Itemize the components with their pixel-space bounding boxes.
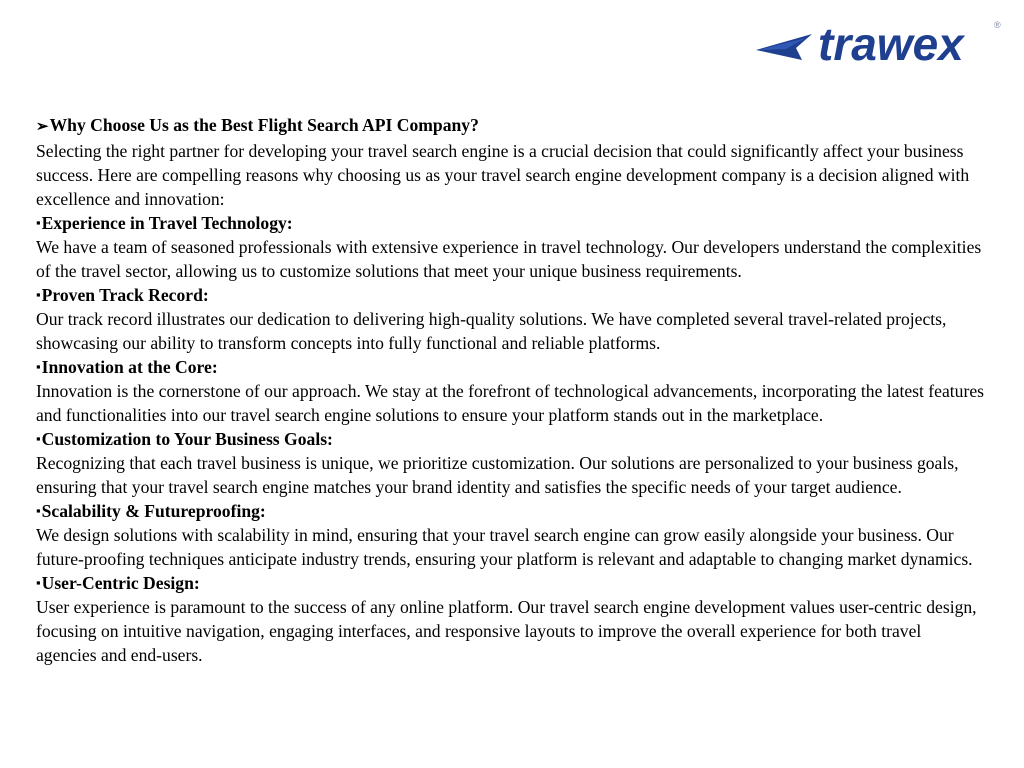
section-heading	[36, 283, 986, 307]
section-body-user-centric: User experience is paramount to the success of any online platform. Our travel search engine development values user-centric design, focusing on intuitive navigation, engaging interfaces, and responsive layouts to improve the overall experience for both travel agencies and end-users.	[36, 597, 977, 665]
section-title-customization: Customization to Your Business Goals:	[41, 429, 333, 449]
arrow-bullet-icon: ➢	[36, 119, 49, 135]
intro-title: Why Choose Us as the Best Flight Search API Company?	[49, 115, 479, 135]
section-body-scalability: We design solutions with scalability in mind, ensuring that your travel search engine can grow easily alongside your business. Our future-proofing techniques anticipate industry trends, ensuring your platform is relevant and adaptable to changing market dynamics.	[36, 525, 973, 569]
section-title-scalability: Scalability & Futureproofing:	[41, 501, 266, 521]
section-heading	[36, 499, 986, 523]
section-title-innovation: Innovation at the Core:	[41, 357, 218, 377]
logo-graphic	[756, 16, 1006, 68]
section-heading	[36, 571, 986, 595]
section-heading	[36, 355, 986, 379]
section-title-experience: Experience in Travel Technology:	[41, 213, 293, 233]
main-content	[36, 113, 986, 667]
logo-wordmark: trawex	[818, 18, 964, 68]
intro-heading	[36, 113, 986, 139]
section-body-track-record: Our track record illustrates our dedication to delivering high-quality solutions. We have completed several travel-related projects, showcasing our ability to transform concepts into fully functional and reliable platforms.	[36, 309, 947, 353]
section-body-customization: Recognizing that each travel business is unique, we prioritize customization. Our solutions are personalized to your business goals, ensuring that your travel search engine matches your brand identity and satisfies the specific needs of your target audience.	[36, 453, 959, 497]
section-heading	[36, 211, 986, 235]
square-bullet-icon: ▪	[36, 215, 41, 230]
square-bullet-icon: ▪	[36, 287, 41, 302]
registered-mark: ®	[994, 20, 1001, 30]
section-body-experience: We have a team of seasoned professionals with extensive experience in travel technology. Our developers understand the complexities of the travel sector, allowing us to customize solutions that meet your unique business requirements.	[36, 237, 982, 281]
section-body-innovation: Innovation is the cornerstone of our approach. We stay at the forefront of technological advancements, incorporating the latest features and functionalities into our travel search engine solutions to ensure your platform stands out in the marketplace.	[36, 381, 984, 425]
section-title-track-record: Proven Track Record:	[41, 285, 209, 305]
section-heading	[36, 427, 986, 451]
square-bullet-icon: ▪	[36, 431, 41, 446]
intro-body: Selecting the right partner for developing your travel search engine is a crucial decision that could significantly affect your business success. Here are compelling reasons why choosing us as your travel search engine development company is a decision aligned with excellence and innovation:	[36, 141, 970, 209]
square-bullet-icon: ▪	[36, 575, 41, 590]
square-bullet-icon: ▪	[36, 503, 41, 518]
square-bullet-icon: ▪	[36, 359, 41, 374]
section-title-user-centric: User-Centric Design:	[41, 573, 200, 593]
trawex-logo	[756, 16, 1006, 68]
